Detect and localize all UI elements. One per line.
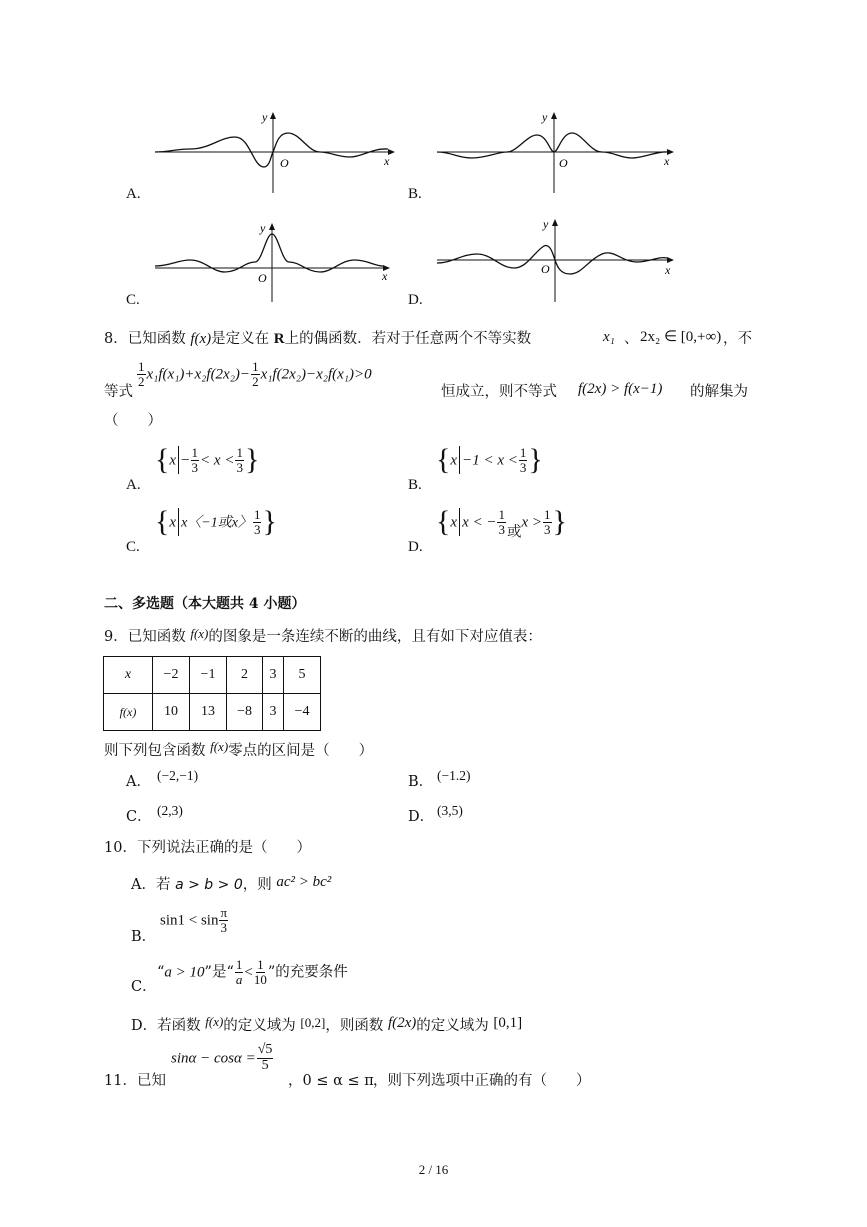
option-9a-value: (−2,−1): [157, 768, 199, 783]
q8-ineq-right: x₁f(2x₂)−x₂f(x₁)>0: [260, 366, 372, 383]
option-10a: A．若 a > b > 0，则 ac² > bc²: [131, 874, 332, 893]
q8-number: 8．: [104, 331, 128, 347]
option-8d-letter: D.: [408, 539, 423, 555]
graph-a-origin: O: [280, 156, 289, 170]
q8-line2-c: 的解集为: [690, 384, 748, 400]
graph-c: [150, 216, 400, 306]
option-10b-letter: B．: [131, 929, 157, 945]
q10-stem: [104, 841, 311, 856]
section-title: 二、多选题（本大题共 4 小题）: [104, 596, 306, 612]
q8-ineq2: f(2x) > f(x−1): [578, 381, 663, 397]
q8-R: R: [273, 331, 285, 347]
option-9d-letter: D．: [408, 809, 435, 825]
q9-fx-2: f(x): [210, 739, 229, 754]
option-10d: D．若函数 f(x)的定义域为 [0,2]，则函数 f(2x)的定义域为 [0,1]: [131, 1014, 523, 1034]
q8-inequality: [136, 360, 372, 388]
page-number: 2 / 16: [418, 1162, 449, 1177]
value-table: [103, 656, 321, 731]
option-9d-value: (3,5): [437, 803, 463, 818]
q8-stem-a: 已知函数: [127, 331, 186, 347]
option-8c: {x x〈−1或x〉 $\frac{1}{3}$ }: [155, 505, 277, 538]
table-row: [104, 657, 321, 694]
graph-b: [432, 105, 682, 200]
q8-paren: （ ）: [104, 413, 162, 429]
graph-d: [432, 214, 682, 304]
q8-fx: f(x): [190, 331, 212, 347]
graph-d-origin: O: [541, 262, 550, 276]
q8-line2-a: 等式: [104, 384, 133, 400]
q8-frac-2: $\frac{1}{2}$: [252, 359, 259, 389]
q9-stem-b: 的图象是一条连续不断的曲线，且有如下对应值表：: [208, 629, 542, 645]
graph-c-origin: O: [258, 271, 267, 285]
option-7c-letter: C.: [126, 292, 140, 308]
graph-c-x-label: x: [382, 269, 388, 283]
q8-sep: 、: [624, 331, 639, 347]
table-cell: 2: [227, 657, 263, 694]
option-8a: {x − $\frac{1}{3}$ < x < $\frac{1}{3}$ }: [155, 443, 260, 476]
q10-number: 10．: [104, 840, 137, 856]
graph-a-y-label: y: [262, 110, 268, 124]
option-8a-letter: A.: [126, 477, 141, 493]
q9-fx: f(x): [190, 626, 209, 641]
graph-b-x-label: x: [664, 154, 670, 168]
option-10b: sin1 < sin $\frac{\pi}{3}$: [160, 905, 228, 935]
option-9a-letter: A．: [126, 774, 151, 790]
q8-frac-1: $\frac{1}{2}$: [138, 359, 145, 389]
option-7a-letter: A.: [126, 186, 141, 202]
option-10c-letter: C．: [131, 979, 157, 995]
table-cell: 13: [190, 694, 227, 731]
q11-number: 11．已知: [104, 1073, 166, 1089]
graph-d-y-label: y: [543, 217, 549, 231]
q8-x2-range: 2x₂ ∈ [0,+∞): [640, 329, 722, 345]
q8-ineq-left: x₁f(x₁)+x₂f(2x₂)−: [146, 366, 251, 383]
option-10c: “a > 10”是“ $\frac{1}{a}$ < $\frac{1}{10}$ ”的充要条件: [157, 957, 348, 987]
graph-b-y-label: y: [542, 110, 548, 124]
q8-line1: [104, 332, 531, 347]
graph-a: [150, 105, 400, 200]
table-cell: −8: [227, 694, 263, 731]
q11-stem-b: ，则下列选项中正确的有（ ）: [373, 1073, 591, 1089]
q8-stem-b: 是定义在: [211, 331, 270, 347]
q11-expression: sinα − cosα = $\frac{√5}{5}$: [171, 1042, 273, 1073]
option-9b-letter: B．: [408, 774, 434, 790]
option-8d: {x x < − $\frac{1}{3}$ 或x > $\frac{1}{3}$ }: [436, 505, 567, 541]
option-9c-value: (2,3): [157, 803, 183, 818]
table-cell: f(x): [104, 694, 153, 731]
q10-stem-text: 下列说法正确的是（ ）: [136, 840, 311, 856]
table-cell: −2: [153, 657, 190, 694]
table-cell: 3: [263, 657, 284, 694]
option-9c-letter: C．: [126, 809, 152, 825]
q8-line2-b: 恒成立，则不等式: [441, 384, 557, 400]
table-cell: 10: [153, 694, 190, 731]
q9-stem: [104, 627, 542, 645]
q9-stem-a: 已知函数: [127, 629, 186, 645]
q9-after-a: 则下列包含函数: [104, 743, 206, 759]
graph-b-origin: O: [559, 156, 568, 170]
option-7d-letter: D.: [408, 292, 423, 308]
option-8b-letter: B.: [408, 477, 422, 493]
q11-condition: ，0 ≤ α ≤ π: [288, 1073, 374, 1089]
q8-stem-c: 上的偶函数．若对于任意两个不等实数: [284, 331, 532, 347]
option-9b-value: (−1.2): [437, 768, 471, 783]
table-row: [104, 694, 321, 731]
graph-d-x-label: x: [665, 263, 671, 277]
q8-stem-d: ，不: [723, 331, 752, 347]
graph-a-x-label: x: [384, 154, 390, 168]
table-cell: 5: [284, 657, 321, 694]
table-cell: 3: [263, 694, 284, 731]
table-cell: −4: [284, 694, 321, 731]
option-8c-letter: C.: [126, 539, 140, 555]
table-cell: x: [104, 657, 153, 694]
q9-number: 9．: [104, 629, 128, 645]
q9-after: [104, 740, 373, 759]
graph-c-y-label: y: [260, 221, 266, 235]
table-cell: −1: [190, 657, 227, 694]
option-7b-letter: B.: [408, 186, 422, 202]
q9-after-b: 零点的区间是（ ）: [228, 743, 374, 759]
option-8b: {x −1 < x < $\frac{1}{3}$ }: [436, 443, 543, 476]
q8-x1: x₁: [603, 329, 615, 345]
